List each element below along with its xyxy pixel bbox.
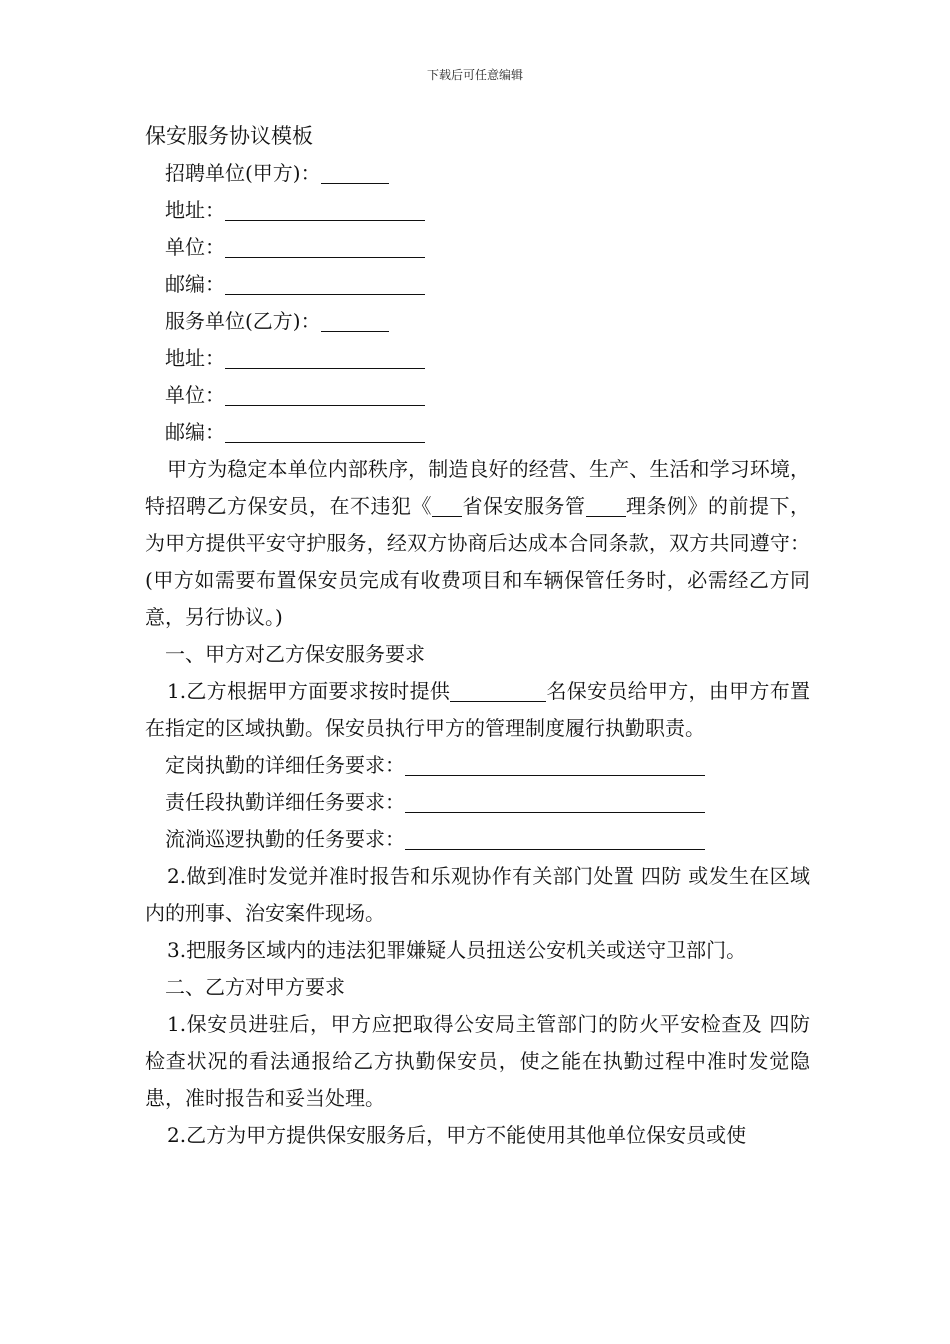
section-1-item-2: 2.做到准时发觉并准时报告和乐观协作有关部门处置 四防 或发生在区域内的刑事、治安案件现场。 [145, 864, 810, 925]
party-b-address-line [145, 340, 810, 377]
intro-text-3: 理条例》的前提下，为甲方提供平安守护服务，经双方协商后达成本合同条款，双方共同遵守：(甲方如需要布置保安员完成有收费项目和车辆保管任务时，必需经乙方同意，另行协议。) [145, 494, 810, 629]
section-1-item-3: 3.把服务区域内的违法犯罪嫌疑人员扭送公安机关或送守卫部门。 [167, 938, 747, 962]
party-b-address-blank [225, 346, 425, 369]
party-b-label: 服务单位(乙方)： [165, 309, 321, 333]
guard-count-blank [450, 679, 546, 702]
task-fixed-blank [405, 753, 705, 776]
section-2-item-2: 2.乙方为甲方提供保安服务后，甲方不能使用其他单位保安员或使 [167, 1123, 747, 1147]
party-a-address-blank [225, 198, 425, 221]
section-1-item-1-text-a: 1.乙方根据甲方面要求按时提供 [167, 679, 451, 703]
party-b-unit-blank [225, 383, 425, 406]
party-b-label-line [145, 303, 810, 340]
party-a-label: 招聘单位(甲方)： [165, 161, 321, 185]
page-header: 下载后可任意编辑 [426, 68, 523, 82]
party-a-address-label: 地址： [165, 198, 225, 222]
party-a-address-line [145, 192, 810, 229]
party-b-postcode-line [145, 414, 810, 451]
province-blank [432, 494, 462, 517]
document-body [145, 118, 810, 1154]
party-a-name-blank [321, 161, 389, 184]
task-patrol-line [145, 821, 810, 858]
task-segment-label: 责任段执勤详细任务要求： [165, 790, 405, 814]
party-a-label-line [145, 155, 810, 192]
section-1-item-1 [145, 673, 810, 747]
party-a-unit-blank [225, 235, 425, 258]
party-a-postcode-label: 邮编： [165, 272, 225, 296]
task-fixed-line [145, 747, 810, 784]
intro-text-1: 甲方为稳定本单位内部秩序，制造良好的经营、生产、生活和学习环境，特招聘乙方保安员，在不违犯《 [145, 457, 810, 518]
task-patrol-blank [405, 827, 705, 850]
intro-paragraph [145, 451, 810, 636]
section-2-heading: 二、乙方对甲方要求 [165, 975, 345, 999]
section-2-item-1: 1.保安员进驻后，甲方应把取得公安局主管部门的防火平安检查及 四防 检查状况的看法通报给乙方执勤保安员，使之能在执勤过程中准时发觉隐患，准时报告和妥当处理。 [145, 1012, 810, 1110]
document-title: 保安服务协议模板 [145, 124, 313, 148]
task-fixed-label: 定岗执勤的详细任务要求： [165, 753, 405, 777]
section-1-heading: 一、甲方对乙方保安服务要求 [165, 642, 425, 666]
party-b-unit-label: 单位： [165, 383, 225, 407]
task-segment-line [145, 784, 810, 821]
section-1-item-1-text-b: 名保安员给甲方，由甲方布置在指定的区域执勤。保安员执行甲方的管理制度履行执勤职责。 [145, 679, 810, 740]
regulation-blank [586, 494, 626, 517]
party-b-name-blank [321, 309, 389, 332]
party-b-address-label: 地址： [165, 346, 225, 370]
party-b-postcode-blank [225, 420, 425, 443]
party-a-unit-label: 单位： [165, 235, 225, 259]
party-b-unit-line [145, 377, 810, 414]
party-b-postcode-label: 邮编： [165, 420, 225, 444]
party-a-unit-line [145, 229, 810, 266]
party-a-postcode-line [145, 266, 810, 303]
task-patrol-label: 流淌巡逻执勤的任务要求： [165, 827, 405, 851]
intro-text-2: 省保安服务管 [462, 494, 586, 518]
party-a-postcode-blank [225, 272, 425, 295]
task-segment-blank [405, 790, 705, 813]
